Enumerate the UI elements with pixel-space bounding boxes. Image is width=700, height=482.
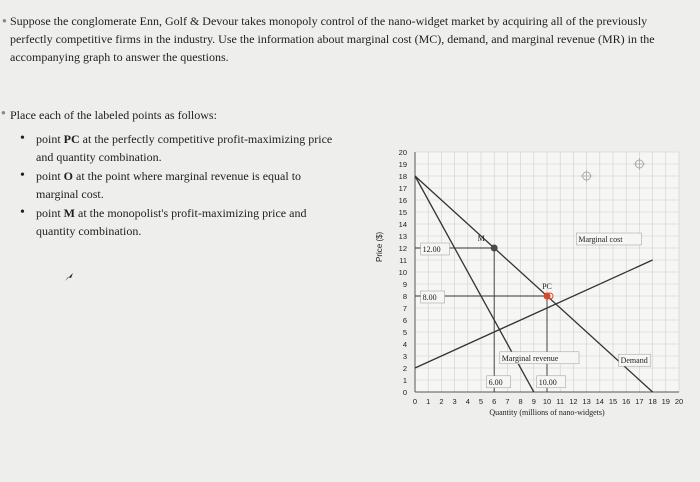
y-axis-label: Price ($) <box>375 231 384 262</box>
x-tick-label: 6 <box>492 397 497 406</box>
place-heading-text: Place each of the labeled points as follows: <box>10 108 217 122</box>
price-label: 12.00 <box>422 245 441 254</box>
x-tick-label: 10 <box>542 397 552 406</box>
list-item <box>20 204 340 240</box>
y-tick-label: 20 <box>398 148 407 157</box>
y-tick-label: 10 <box>398 268 407 277</box>
x-tick-label: 8 <box>518 397 523 406</box>
list-item <box>20 130 340 166</box>
x-tick-label: 20 <box>674 397 684 406</box>
bullet-marker-icon: ● <box>2 16 7 25</box>
y-tick-label: 14 <box>398 220 407 229</box>
bullet-prefix: point <box>36 169 64 183</box>
y-tick-label: 4 <box>402 340 407 349</box>
y-tick-label: 8 <box>402 292 407 301</box>
bullet-prefix: point <box>36 206 64 220</box>
y-tick-label: 0 <box>402 388 407 397</box>
x-tick-label: 2 <box>439 397 444 406</box>
price-label: 8.00 <box>422 293 437 302</box>
y-tick-label: 9 <box>402 280 407 289</box>
x-axis-label: Quantity (millions of nano-widgets) <box>489 408 605 417</box>
x-tick-label: 17 <box>635 397 644 406</box>
point-name: M <box>63 206 75 220</box>
point-name: PC <box>63 132 80 146</box>
bullet-icon: • <box>20 131 25 146</box>
y-tick-label: 15 <box>398 208 407 217</box>
y-tick-label: 12 <box>398 244 407 253</box>
quantity-label: 6.00 <box>488 377 503 387</box>
bullet-icon: • <box>20 205 25 220</box>
series-label: Demand <box>620 356 648 366</box>
y-tick-label: 1 <box>402 376 407 385</box>
x-tick-label: 16 <box>622 397 631 406</box>
y-tick-label: 3 <box>402 352 407 361</box>
x-tick-label: 1 <box>426 397 431 406</box>
x-tick-label: 18 <box>648 397 657 406</box>
point-label: PC <box>542 282 552 291</box>
x-tick-label: 4 <box>465 397 470 406</box>
x-tick-label: 12 <box>569 397 578 406</box>
x-tick-label: 3 <box>452 397 457 406</box>
y-tick-label: 6 <box>402 316 407 325</box>
x-tick-label: 0 <box>412 397 418 406</box>
chart[interactable] <box>370 138 690 428</box>
intro-text: Suppose the conglomerate Enn, Golf & Devour takes monopoly control of the nano-widget market by acquiring all of the previously perfectly competitive firms in the industry. Use the information about marginal cost (MC), demand, and marginal revenue (MR) in the accompanying graph to answer the questions. <box>10 14 655 64</box>
bullet-text: at the monopolist's profit-maximizing price and quantity combination. <box>36 206 307 238</box>
instructions-list <box>20 130 340 241</box>
y-tick-label: 18 <box>398 172 407 181</box>
bullet-text: at the perfectly competitive profit-maximizing price and quantity combination. <box>36 132 333 164</box>
place-heading <box>1 108 217 123</box>
y-tick-label: 5 <box>402 328 407 337</box>
y-tick-label: 11 <box>399 256 407 265</box>
point-m[interactable] <box>491 245 498 252</box>
bullet-text: at the point where marginal revenue is equal to marginal cost. <box>36 169 302 201</box>
list-item <box>20 167 340 203</box>
y-tick-label: 16 <box>398 196 407 205</box>
question-intro <box>2 12 680 66</box>
y-tick-label: 7 <box>402 304 407 313</box>
series-label: Marginal revenue <box>501 353 559 363</box>
x-tick-label: 11 <box>556 397 565 406</box>
y-tick-label: 2 <box>402 364 407 373</box>
x-tick-label: 7 <box>505 397 510 406</box>
series-label: Marginal cost <box>578 235 623 244</box>
bullet-prefix: point <box>36 132 64 146</box>
mouse-cursor-icon <box>64 272 74 282</box>
quantity-label: 10.00 <box>538 377 557 387</box>
bullet-marker-icon: ● <box>1 108 6 117</box>
point-name: O <box>63 169 74 183</box>
x-tick-label: 13 <box>582 397 591 406</box>
x-tick-label: 14 <box>595 397 604 406</box>
y-tick-label: 19 <box>398 160 407 169</box>
bullet-icon: • <box>20 168 25 183</box>
y-tick-label: 13 <box>398 232 407 241</box>
x-tick-label: 19 <box>661 397 670 406</box>
x-tick-label: 5 <box>478 397 484 406</box>
x-tick-label: 9 <box>531 397 536 406</box>
x-tick-label: 15 <box>608 397 618 406</box>
point-label: M <box>477 234 485 243</box>
y-tick-label: 17 <box>398 184 407 193</box>
